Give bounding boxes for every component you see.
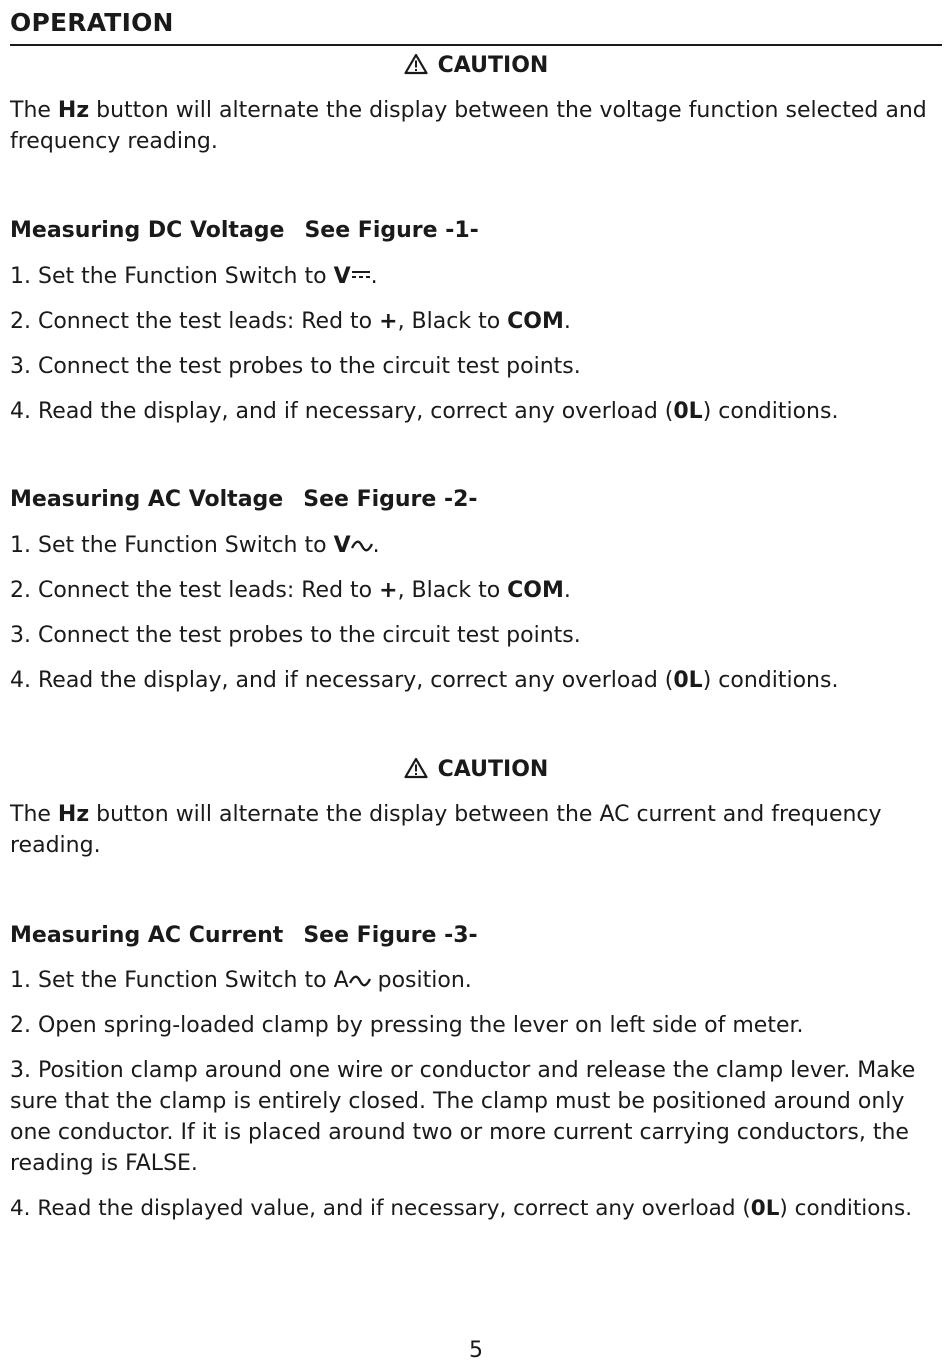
ac-step-2: 2. Connect the test leads: Red to +, Black to COM. xyxy=(10,578,571,603)
caution-text-2: The Hz button will alternate the display between the AC current and frequency reading. xyxy=(10,802,882,858)
caution-heading-1 xyxy=(10,51,942,81)
ac-wave-symbol-icon xyxy=(349,975,371,987)
figure-reference: See Figure -1- xyxy=(304,218,479,243)
dc-step-3: 3. Connect the test probes to the circuit test points. xyxy=(10,354,581,379)
caution-label: CAUTION xyxy=(437,53,549,78)
ac-voltage-heading: Measuring AC Voltage See Figure -2- xyxy=(10,487,478,512)
current-step-2: 2. Open spring-loaded clamp by pressing the lever on left side of meter. xyxy=(10,1013,804,1038)
dc-voltage-symbol-icon xyxy=(351,269,371,283)
manual-page xyxy=(10,0,942,1368)
figure-reference: See Figure -2- xyxy=(303,487,478,512)
page-number: 5 xyxy=(469,1338,483,1363)
dc-step-2: 2. Connect the test leads: Red to +, Black to COM. xyxy=(10,309,571,334)
caution-heading-2 xyxy=(10,755,942,785)
section-header xyxy=(10,6,942,46)
section-title: OPERATION xyxy=(10,8,174,37)
dc-step-4: 4. Read the display, and if necessary, correct any overload (0L) conditions. xyxy=(10,399,839,424)
dc-step-1: 1. Set the Function Switch to V . xyxy=(10,264,378,289)
ac-current-heading: Measuring AC Current See Figure -3- xyxy=(10,923,478,948)
current-step-3: 3. Position clamp around one wire or conductor and release the clamp lever. Make sure that the clamp is entirely closed. The clamp must be positioned around only one conductor. If it is placed around two or more current carrying conductors, the reading is FALSE. xyxy=(10,1058,916,1176)
ac-wave-symbol-icon xyxy=(351,540,373,552)
caution-text-1: The Hz button will alternate the display between the voltage function selected and frequency reading. xyxy=(10,98,927,154)
caution-label: CAUTION xyxy=(437,757,549,782)
warning-triangle-icon xyxy=(404,757,428,779)
ac-step-1: 1. Set the Function Switch to V . xyxy=(10,533,380,558)
current-step-4: 4. Read the displayed value, and if necessary, correct any overload (0L) conditions. xyxy=(10,1196,913,1221)
current-step-1: 1. Set the Function Switch to A position. xyxy=(10,968,472,993)
warning-triangle-icon xyxy=(404,53,428,75)
hz-button-name: Hz xyxy=(57,802,90,827)
ac-step-4: 4. Read the display, and if necessary, correct any overload (0L) conditions. xyxy=(10,668,839,693)
ac-step-3: 3. Connect the test probes to the circuit test points. xyxy=(10,623,581,648)
hz-button-name: Hz xyxy=(57,98,90,123)
figure-reference: See Figure -3- xyxy=(303,923,478,948)
dc-voltage-heading: Measuring DC Voltage See Figure -1- xyxy=(10,218,479,243)
